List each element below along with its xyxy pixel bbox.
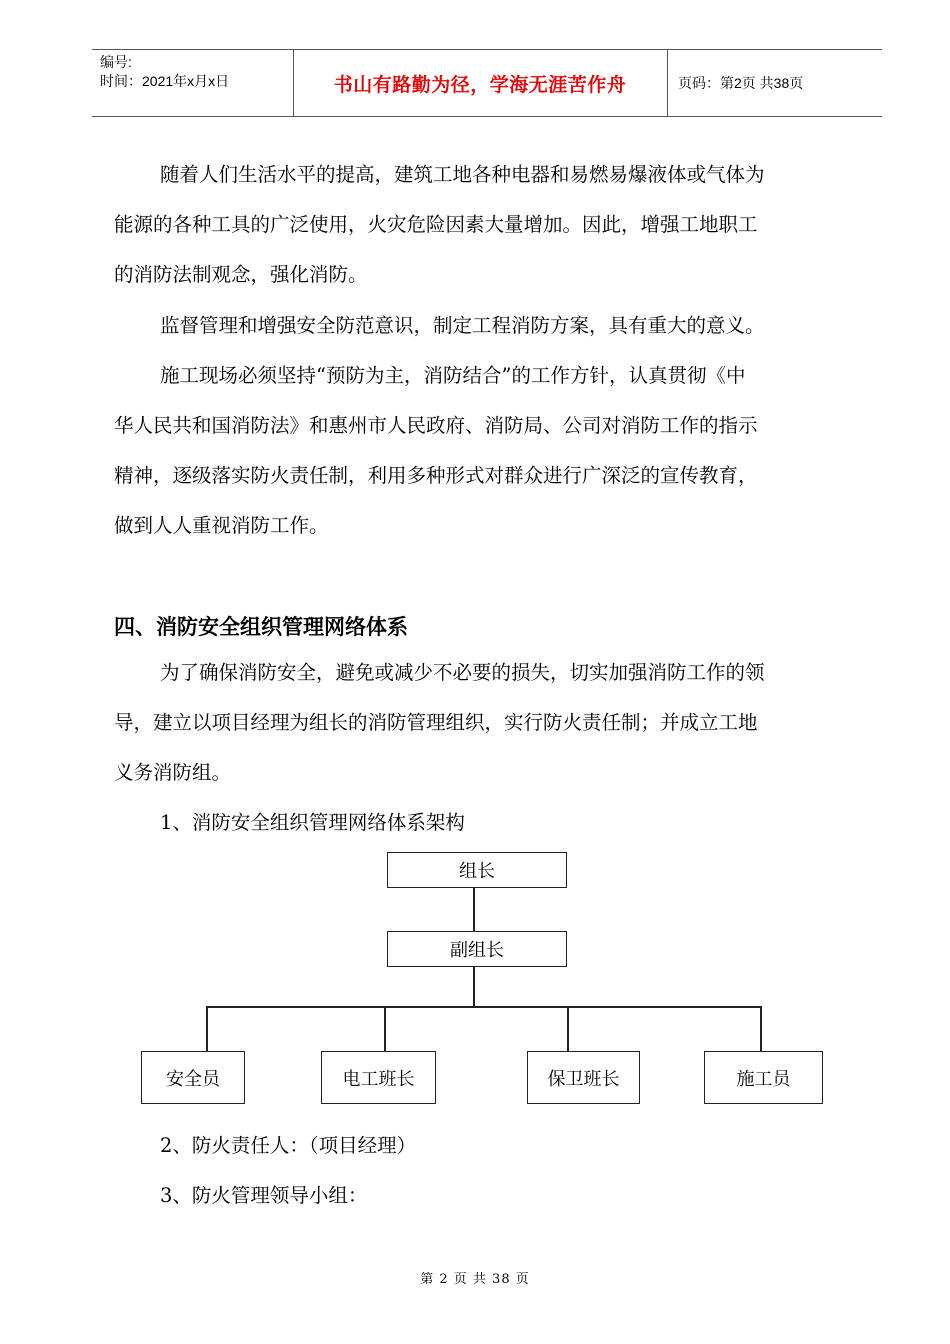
org-box-member: 电工班长: [321, 1051, 436, 1104]
paragraph-line: 的消防法制观念，强化消防。: [114, 263, 368, 286]
org-box-member: 保卫班长: [527, 1051, 640, 1104]
org-connector: [473, 888, 475, 931]
org-connector: [473, 967, 475, 1007]
paragraph-line: 做到人人重视消防工作。: [114, 514, 329, 537]
org-connector: [206, 1006, 208, 1052]
paragraph-line: 华人民共和国消防法》和惠州市人民政府、消防局、公司对消防工作的指示: [114, 414, 758, 437]
org-connector: [760, 1006, 762, 1052]
paragraph-line: 监督管理和增强安全防范意识，制定工程消防方案，具有重大的意义。: [160, 314, 765, 337]
list-item: 1、消防安全组织管理网络体系架构: [160, 811, 465, 834]
header-meta: [100, 53, 229, 91]
list-item: 2、防火责任人：（项目经理）: [160, 1134, 417, 1157]
org-box-deputy: 副组长: [387, 931, 567, 967]
paragraph-line: 为了确保消防安全，避免或减少不必要的损失，切实加强消防工作的领: [160, 661, 765, 684]
paragraph-line: 义务消防组。: [114, 761, 232, 784]
paragraph-line: 精神，逐级落实防火责任制，利用多种形式对群众进行广深泛的宣传教育，: [114, 464, 758, 487]
paragraph-line: 导，建立以项目经理为组长的消防管理组织，实行防火责任制；并成立工地: [114, 711, 758, 734]
org-connector: [384, 1006, 386, 1052]
org-box-member: 安全员: [141, 1051, 245, 1104]
page-header: [92, 49, 882, 117]
org-connector: [206, 1006, 761, 1008]
section-heading: 四、消防安全组织管理网络体系: [114, 615, 408, 639]
list-item: 3、防火管理领导小组：: [160, 1184, 368, 1207]
org-box-leader: 组长: [387, 852, 567, 888]
paragraph-line: 施工现场必须坚持“预防为主，消防结合”的工作方针，认真贯彻《中: [160, 364, 746, 387]
number-label: 编号:: [100, 54, 132, 70]
page-footer: 第 2 页 共 38 页: [420, 1272, 530, 1287]
header-divider: [667, 49, 668, 117]
org-box-member: 施工员: [704, 1051, 823, 1104]
paragraph-line: 能源的各种工具的广泛使用，火灾危险因素大量增加。因此，增强工地职工: [114, 213, 758, 236]
header-page-info: 页码：第2页 共38页: [678, 75, 804, 91]
paragraph-line: 随着人们生活水平的提高，建筑工地各种电器和易燃易爆液体或气体为: [160, 163, 765, 186]
org-connector: [567, 1006, 569, 1052]
time-label: 时间：2021年x月x日: [100, 73, 230, 89]
header-motto: 书山有路勤为径，学海无涯苦作舟: [333, 73, 627, 96]
